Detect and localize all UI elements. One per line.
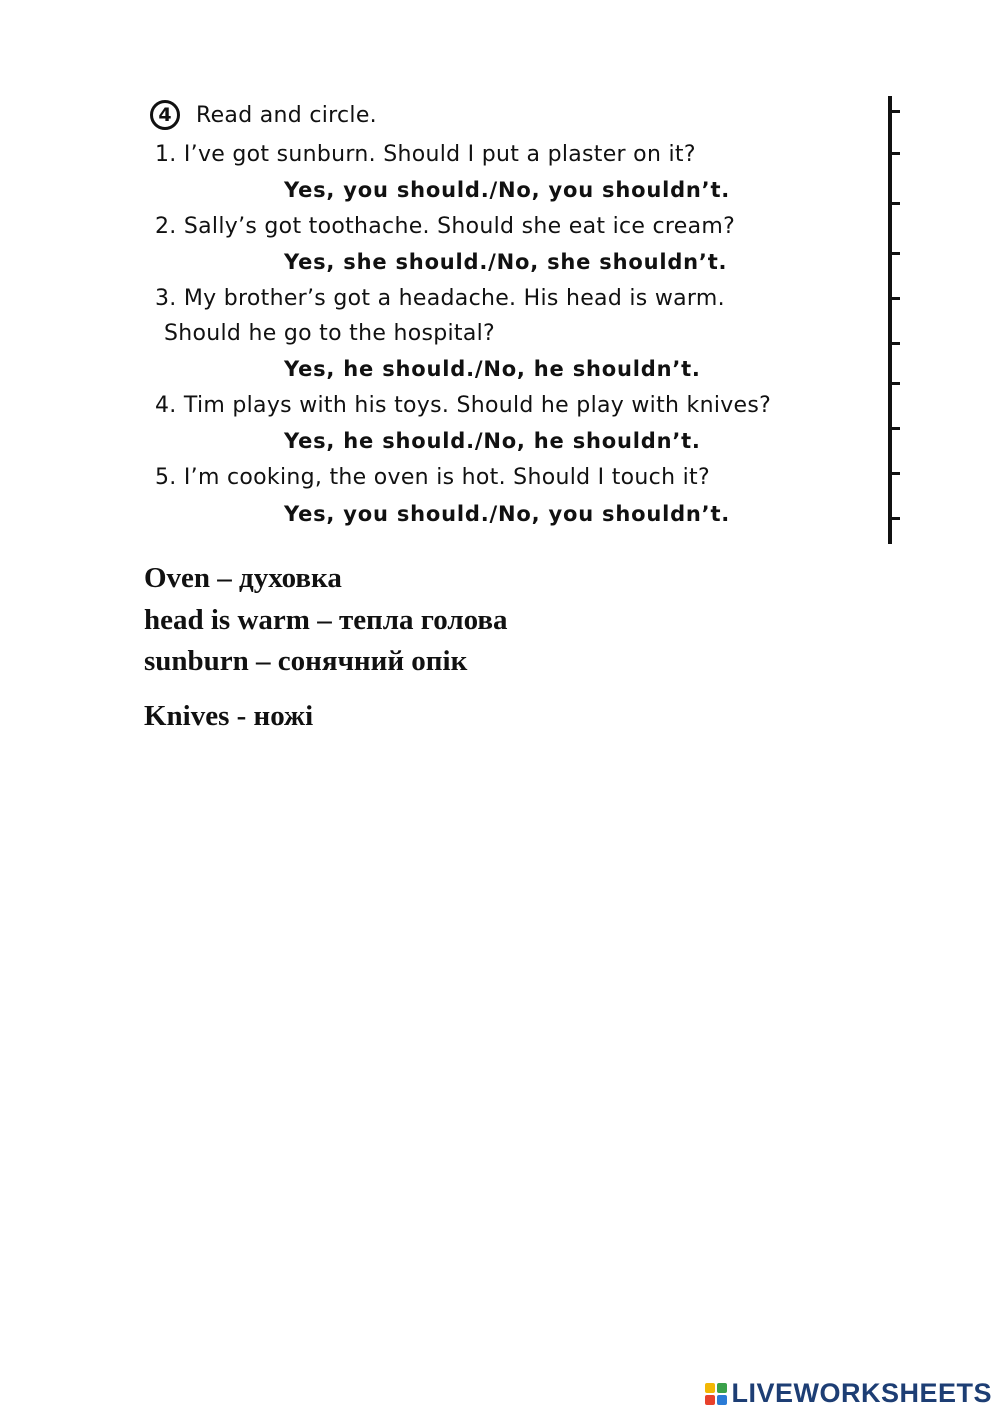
vocab-sunburn: sunburn – сонячний опік [144, 645, 468, 677]
binding-tick [892, 382, 900, 385]
vocab-oven: Oven – духовка [144, 562, 342, 594]
answer-options-5[interactable]: Yes, you should./No, you shouldn’t. [284, 502, 731, 526]
binding-tick [892, 110, 900, 113]
question-3-continued: Should he go to the hospital? [164, 321, 495, 346]
liveworksheets-logo-icon [705, 1383, 727, 1405]
answer-options-4[interactable]: Yes, he should./No, he shouldn’t. [284, 429, 701, 453]
question-4: 4. Tim plays with his toys. Should he play with knives? [155, 393, 772, 418]
question-3: 3. My brother’s got a headache. His head is warm. [155, 286, 725, 311]
liveworksheets-brand [705, 1378, 992, 1409]
answer-options-2[interactable]: Yes, she should./No, she shouldn’t. [284, 250, 728, 274]
binding-tick [892, 252, 900, 255]
binding-tick [892, 472, 900, 475]
exercise-header [150, 98, 377, 132]
question-2: 2. Sally’s got toothache. Should she eat ice cream? [155, 214, 736, 239]
binding-tick [892, 297, 900, 300]
question-5: 5. I’m cooking, the oven is hot. Should I touch it? [155, 465, 710, 490]
exercise-instruction: Read and circle. [196, 102, 377, 128]
exercise-number-badge: 4 [150, 100, 180, 130]
binding-tick [892, 152, 900, 155]
brand-name: LIVEWORKSHEETS [731, 1378, 992, 1408]
binding-tick [892, 342, 900, 345]
binding-tick [892, 517, 900, 520]
answer-options-1[interactable]: Yes, you should./No, you shouldn’t. [284, 178, 731, 202]
binding-tick [892, 202, 900, 205]
question-1: 1. I’ve got sunburn. Should I put a plaster on it? [155, 142, 696, 167]
binding-tick [892, 427, 900, 430]
vocab-head-is-warm: head is warm – тепла голова [144, 604, 508, 636]
answer-options-3[interactable]: Yes, he should./No, he shouldn’t. [284, 357, 701, 381]
exercise-image [140, 92, 900, 544]
page-binding-edge [888, 96, 892, 544]
vocab-knives: Knives - ножі [144, 700, 314, 732]
